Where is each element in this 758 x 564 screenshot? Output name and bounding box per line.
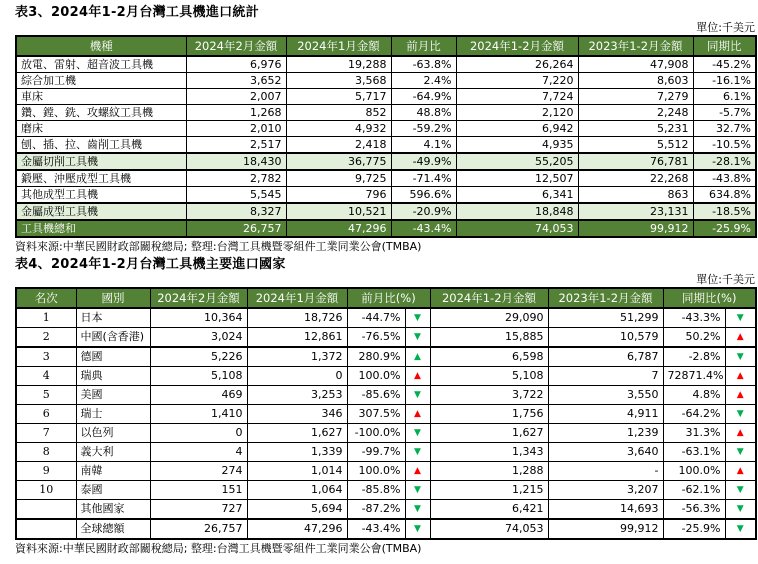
ytd2023-amount-cell: 5,231 (578, 121, 693, 137)
ytd2023-amount-cell: 99,912 (578, 220, 693, 237)
jan-amount-cell: 346 (247, 405, 347, 424)
feb-amount-cell: 10,364 (150, 308, 247, 328)
mom-percent-cell: -43.4% (391, 220, 456, 237)
yoy-percent-cell: -2.8% (663, 347, 725, 367)
yoy-trend-cell (725, 308, 756, 328)
ytd2023-amount-cell: 3,640 (548, 443, 663, 462)
yoy-percent-cell: -64.2% (663, 405, 725, 424)
ytd2024-amount-cell: 2,120 (456, 105, 578, 121)
feb-amount-cell: 3,024 (150, 328, 247, 348)
ytd2023-amount-cell: 3,550 (548, 386, 663, 405)
yoy-percent-cell: -45.2% (693, 56, 756, 73)
col-header-country: 國別 (76, 288, 150, 308)
table4-row (16, 500, 756, 520)
mom-percent-cell: -85.8% (347, 481, 405, 500)
ytd2024-amount-cell: 1,756 (430, 405, 548, 424)
feb-amount-cell: 0 (150, 424, 247, 443)
table3-header-row (16, 36, 756, 56)
col-header-ytd2024: 2024年1-2月金額 (456, 36, 578, 56)
rank-cell (16, 519, 76, 539)
mom-percent-cell: 2.4% (391, 73, 456, 89)
jan-amount-cell: 12,861 (247, 328, 347, 348)
col-header-ytd2023: 2023年1-2月金額 (578, 36, 693, 56)
feb-amount-cell: 5,226 (150, 347, 247, 367)
mom-trend-cell (405, 500, 430, 520)
feb-amount-cell: 5,108 (150, 367, 247, 386)
machine-type-cell: 刨、插、拉、齒削工具機 (16, 137, 186, 154)
ytd2023-amount-cell: 5,512 (578, 137, 693, 154)
jan-amount-cell: 3,253 (247, 386, 347, 405)
ytd2024-amount-cell: 26,264 (456, 56, 578, 73)
ytd2024-amount-cell: 5,108 (430, 367, 548, 386)
ytd2023-amount-cell: 22,268 (578, 170, 693, 187)
country-cell: 德國 (76, 347, 150, 367)
arrow-down-icon: ▼ (414, 524, 421, 534)
table3-row (16, 220, 756, 237)
col-header-jan2024: 2024年1月金額 (247, 288, 347, 308)
arrow-up-icon: ▲ (414, 371, 421, 381)
jan-amount-cell: 1,014 (247, 462, 347, 481)
yoy-percent-cell: -18.5% (693, 203, 756, 220)
ytd2023-amount-cell: 8,603 (578, 73, 693, 89)
arrow-down-icon: ▼ (414, 504, 421, 514)
yoy-percent-cell: 72871.4% (663, 367, 725, 386)
col-header-ytd2024: 2024年1-2月金額 (430, 288, 548, 308)
machine-type-cell: 綜合加工機 (16, 73, 186, 89)
yoy-trend-cell (725, 481, 756, 500)
table3-row (16, 170, 756, 187)
col-header-jan2024: 2024年1月金額 (286, 36, 391, 56)
yoy-percent-cell: -5.7% (693, 105, 756, 121)
feb-amount-cell: 2,010 (186, 121, 286, 137)
yoy-trend-cell (725, 386, 756, 405)
yoy-trend-cell (725, 405, 756, 424)
arrow-up-icon: ▲ (414, 352, 421, 362)
table4-row (16, 481, 756, 500)
yoy-percent-cell: -25.9% (663, 519, 725, 539)
ytd2023-amount-cell: 1,239 (548, 424, 663, 443)
mom-percent-cell: -99.7% (347, 443, 405, 462)
ytd2023-amount-cell: 14,693 (548, 500, 663, 520)
table3-source-note: 資料來源:中華民國財政部關稅總局; 整理:台灣工具機暨零組件工業同業公會(TMBA) (15, 240, 422, 253)
jan-amount-cell: 47,296 (286, 220, 391, 237)
mom-percent-cell: 100.0% (347, 367, 405, 386)
ytd2024-amount-cell: 74,053 (456, 220, 578, 237)
ytd2024-amount-cell: 15,885 (430, 328, 548, 348)
table4-row (16, 328, 756, 348)
arrow-down-icon: ▼ (736, 352, 744, 362)
yoy-percent-cell: 100.0% (663, 462, 725, 481)
country-cell: 瑞典 (76, 367, 150, 386)
feb-amount-cell: 6,976 (186, 56, 286, 73)
country-cell: 義大利 (76, 443, 150, 462)
arrow-down-icon: ▼ (414, 447, 421, 457)
arrow-down-icon: ▼ (736, 409, 744, 419)
yoy-percent-cell: 4.8% (663, 386, 725, 405)
ytd2024-amount-cell: 1,288 (430, 462, 548, 481)
table3-row (16, 187, 756, 204)
arrow-down-icon: ▼ (736, 447, 744, 457)
mom-trend-cell (405, 328, 430, 348)
country-cell: 日本 (76, 308, 150, 328)
ytd2024-amount-cell: 7,220 (456, 73, 578, 89)
jan-amount-cell: 796 (286, 187, 391, 204)
table3-row (16, 203, 756, 220)
arrow-up-icon: ▲ (414, 466, 421, 476)
feb-amount-cell: 151 (150, 481, 247, 500)
yoy-percent-cell: 634.8% (693, 187, 756, 204)
machine-type-cell: 鍛壓、沖壓成型工具機 (16, 170, 186, 187)
mom-percent-cell: -43.4% (347, 519, 405, 539)
country-cell: 全球總額 (76, 519, 150, 539)
table4-title: 表4、2024年1-2月台灣工具機主要進口國家 (15, 257, 286, 272)
col-header-yoy-pct: 同期比(%) (663, 288, 756, 308)
yoy-trend-cell (725, 328, 756, 348)
ytd2024-amount-cell: 29,090 (430, 308, 548, 328)
arrow-down-icon: ▼ (736, 524, 744, 534)
arrow-up-icon: ▲ (736, 428, 744, 438)
mom-percent-cell: -64.9% (391, 89, 456, 105)
mom-percent-cell: -44.7% (347, 308, 405, 328)
table3-unit-label: 單位:千美元 (696, 21, 755, 34)
table4-row (16, 405, 756, 424)
table4-row (16, 308, 756, 328)
mom-percent-cell: -76.5% (347, 328, 405, 348)
ytd2023-amount-cell: 6,787 (548, 347, 663, 367)
table4-header-row (16, 288, 756, 308)
ytd2023-amount-cell: 7,279 (578, 89, 693, 105)
col-header-rank: 名次 (16, 288, 76, 308)
ytd2024-amount-cell: 1,627 (430, 424, 548, 443)
mom-percent-cell: 307.5% (347, 405, 405, 424)
yoy-percent-cell: -63.1% (663, 443, 725, 462)
arrow-up-icon: ▲ (736, 371, 744, 381)
yoy-trend-cell (725, 500, 756, 520)
ytd2023-amount-cell: 47,908 (578, 56, 693, 73)
ytd2024-amount-cell: 55,205 (456, 153, 578, 170)
yoy-percent-cell: -16.1% (693, 73, 756, 89)
rank-cell: 9 (16, 462, 76, 481)
machine-type-cell: 金屬成型工具機 (16, 203, 186, 220)
mom-percent-cell: -87.2% (347, 500, 405, 520)
feb-amount-cell: 2,007 (186, 89, 286, 105)
feb-amount-cell: 8,327 (186, 203, 286, 220)
jan-amount-cell: 2,418 (286, 137, 391, 154)
yoy-percent-cell: -10.5% (693, 137, 756, 154)
ytd2024-amount-cell: 1,343 (430, 443, 548, 462)
yoy-percent-cell: -56.3% (663, 500, 725, 520)
jan-amount-cell: 19,288 (286, 56, 391, 73)
rank-cell: 5 (16, 386, 76, 405)
machine-type-cell: 放電、雷射、超音波工具機 (16, 56, 186, 73)
yoy-percent-cell: 50.2% (663, 328, 725, 348)
arrow-down-icon: ▼ (736, 485, 744, 495)
table4-row (16, 462, 756, 481)
arrow-up-icon: ▲ (736, 332, 744, 342)
country-cell: 泰國 (76, 481, 150, 500)
jan-amount-cell: 9,725 (286, 170, 391, 187)
arrow-down-icon: ▼ (414, 313, 421, 323)
ytd2023-amount-cell: 863 (578, 187, 693, 204)
ytd2024-amount-cell: 6,341 (456, 187, 578, 204)
ytd2024-amount-cell: 7,724 (456, 89, 578, 105)
mom-trend-cell (405, 424, 430, 443)
jan-amount-cell: 1,627 (247, 424, 347, 443)
jan-amount-cell: 4,932 (286, 121, 391, 137)
table4-row (16, 443, 756, 462)
table4-row (16, 347, 756, 367)
col-header-machine-type: 機種 (16, 36, 186, 56)
feb-amount-cell: 469 (150, 386, 247, 405)
mom-percent-cell: -71.4% (391, 170, 456, 187)
mom-percent-cell: -85.6% (347, 386, 405, 405)
table3-row (16, 73, 756, 89)
feb-amount-cell: 4 (150, 443, 247, 462)
col-header-feb2024: 2024年2月金額 (150, 288, 247, 308)
ytd2024-amount-cell: 3,722 (430, 386, 548, 405)
country-cell: 以色列 (76, 424, 150, 443)
col-header-feb2024: 2024年2月金額 (186, 36, 286, 56)
arrow-down-icon: ▼ (736, 504, 744, 514)
mom-trend-cell (405, 367, 430, 386)
mom-percent-cell: 280.9% (347, 347, 405, 367)
ytd2023-amount-cell: 23,131 (578, 203, 693, 220)
ytd2024-amount-cell: 1,215 (430, 481, 548, 500)
import-statistics-table (15, 35, 757, 238)
mom-trend-cell (405, 519, 430, 539)
jan-amount-cell: 5,717 (286, 89, 391, 105)
jan-amount-cell: 1,372 (247, 347, 347, 367)
machine-type-cell: 車床 (16, 89, 186, 105)
arrow-down-icon: ▼ (414, 390, 421, 400)
machine-type-cell: 磨床 (16, 121, 186, 137)
ytd2023-amount-cell: 99,912 (548, 519, 663, 539)
ytd2023-amount-cell: 76,781 (578, 153, 693, 170)
col-header-mom: 前月比 (391, 36, 456, 56)
mom-trend-cell (405, 405, 430, 424)
rank-cell: 7 (16, 424, 76, 443)
ytd2024-amount-cell: 4,935 (456, 137, 578, 154)
jan-amount-cell: 0 (247, 367, 347, 386)
jan-amount-cell: 47,296 (247, 519, 347, 539)
country-cell: 中國(含香港) (76, 328, 150, 348)
arrow-down-icon: ▼ (736, 313, 744, 323)
jan-amount-cell: 852 (286, 105, 391, 121)
arrow-up-icon: ▲ (414, 409, 421, 419)
jan-amount-cell: 5,694 (247, 500, 347, 520)
yoy-percent-cell: -43.8% (693, 170, 756, 187)
feb-amount-cell: 2,517 (186, 137, 286, 154)
table3-title: 表3、2024年1-2月台灣工具機進口統計 (15, 5, 260, 20)
table3-row (16, 153, 756, 170)
mom-trend-cell (405, 481, 430, 500)
arrow-up-icon: ▲ (736, 466, 744, 476)
arrow-down-icon: ▼ (414, 485, 421, 495)
country-cell: 瑞士 (76, 405, 150, 424)
jan-amount-cell: 1,064 (247, 481, 347, 500)
jan-amount-cell: 18,726 (247, 308, 347, 328)
ytd2023-amount-cell: 51,299 (548, 308, 663, 328)
table3-row (16, 105, 756, 121)
ytd2024-amount-cell: 6,421 (430, 500, 548, 520)
table3-row (16, 56, 756, 73)
mom-percent-cell: 48.8% (391, 105, 456, 121)
yoy-percent-cell: 31.3% (663, 424, 725, 443)
arrow-up-icon: ▲ (736, 390, 744, 400)
rank-cell: 2 (16, 328, 76, 348)
country-cell: 南韓 (76, 462, 150, 481)
arrow-down-icon: ▼ (414, 332, 421, 342)
mom-percent-cell: -100.0% (347, 424, 405, 443)
machine-type-cell: 其他成型工具機 (16, 187, 186, 204)
ytd2023-amount-cell: 10,579 (548, 328, 663, 348)
rank-cell: 4 (16, 367, 76, 386)
ytd2024-amount-cell: 74,053 (430, 519, 548, 539)
import-countries-table (15, 287, 757, 540)
yoy-percent-cell: -28.1% (693, 153, 756, 170)
yoy-trend-cell (725, 462, 756, 481)
col-header-ytd2023: 2023年1-2月金額 (548, 288, 663, 308)
ytd2024-amount-cell: 6,942 (456, 121, 578, 137)
feb-amount-cell: 274 (150, 462, 247, 481)
mom-percent-cell: -49.9% (391, 153, 456, 170)
table4-unit-label: 單位:千美元 (696, 273, 755, 286)
mom-trend-cell (405, 443, 430, 462)
table3-row (16, 121, 756, 137)
table3-row (16, 137, 756, 154)
feb-amount-cell: 26,757 (150, 519, 247, 539)
yoy-trend-cell (725, 367, 756, 386)
rank-cell: 1 (16, 308, 76, 328)
table4-row (16, 367, 756, 386)
country-cell: 其他國家 (76, 500, 150, 520)
table4-row (16, 386, 756, 405)
machine-type-cell: 工具機總和 (16, 220, 186, 237)
country-cell: 美國 (76, 386, 150, 405)
col-header-yoy: 同期比 (693, 36, 756, 56)
yoy-trend-cell (725, 424, 756, 443)
jan-amount-cell: 1,339 (247, 443, 347, 462)
ytd2023-amount-cell: 2,248 (578, 105, 693, 121)
feb-amount-cell: 2,782 (186, 170, 286, 187)
mom-trend-cell (405, 386, 430, 405)
mom-percent-cell: 100.0% (347, 462, 405, 481)
ytd2024-amount-cell: 6,598 (430, 347, 548, 367)
mom-trend-cell (405, 462, 430, 481)
table4-source-note: 資料來源:中華民國財政部關稅總局; 整理:台灣工具機暨零組件工業同業公會(TMBA) (15, 542, 422, 555)
ytd2024-amount-cell: 12,507 (456, 170, 578, 187)
feb-amount-cell: 5,545 (186, 187, 286, 204)
yoy-percent-cell: -43.3% (663, 308, 725, 328)
ytd2024-amount-cell: 18,848 (456, 203, 578, 220)
mom-percent-cell: 4.1% (391, 137, 456, 154)
yoy-percent-cell: 32.7% (693, 121, 756, 137)
ytd2023-amount-cell: 3,207 (548, 481, 663, 500)
col-header-mom-pct: 前月比(%) (347, 288, 430, 308)
mom-trend-cell (405, 308, 430, 328)
rank-cell (16, 500, 76, 520)
jan-amount-cell: 3,568 (286, 73, 391, 89)
yoy-percent-cell: -62.1% (663, 481, 725, 500)
mom-trend-cell (405, 347, 430, 367)
mom-percent-cell: 596.6% (391, 187, 456, 204)
yoy-trend-cell (725, 443, 756, 462)
feb-amount-cell: 1,268 (186, 105, 286, 121)
arrow-down-icon: ▼ (414, 428, 421, 438)
rank-cell: 3 (16, 347, 76, 367)
jan-amount-cell: 36,775 (286, 153, 391, 170)
rank-cell: 8 (16, 443, 76, 462)
ytd2023-amount-cell: 7 (548, 367, 663, 386)
table3-row (16, 89, 756, 105)
jan-amount-cell: 10,521 (286, 203, 391, 220)
yoy-percent-cell: 6.1% (693, 89, 756, 105)
feb-amount-cell: 1,410 (150, 405, 247, 424)
rank-cell: 6 (16, 405, 76, 424)
rank-cell: 10 (16, 481, 76, 500)
feb-amount-cell: 18,430 (186, 153, 286, 170)
yoy-percent-cell: -25.9% (693, 220, 756, 237)
feb-amount-cell: 3,652 (186, 73, 286, 89)
mom-percent-cell: -63.8% (391, 56, 456, 73)
table4-row (16, 424, 756, 443)
ytd2023-amount-cell: - (548, 462, 663, 481)
yoy-trend-cell (725, 347, 756, 367)
table4-row (16, 519, 756, 539)
feb-amount-cell: 727 (150, 500, 247, 520)
yoy-trend-cell (725, 519, 756, 539)
feb-amount-cell: 26,757 (186, 220, 286, 237)
mom-percent-cell: -59.2% (391, 121, 456, 137)
ytd2023-amount-cell: 4,911 (548, 405, 663, 424)
machine-type-cell: 鑽、鏜、銑、攻螺紋工具機 (16, 105, 186, 121)
machine-type-cell: 金屬切削工具機 (16, 153, 186, 170)
mom-percent-cell: -20.9% (391, 203, 456, 220)
